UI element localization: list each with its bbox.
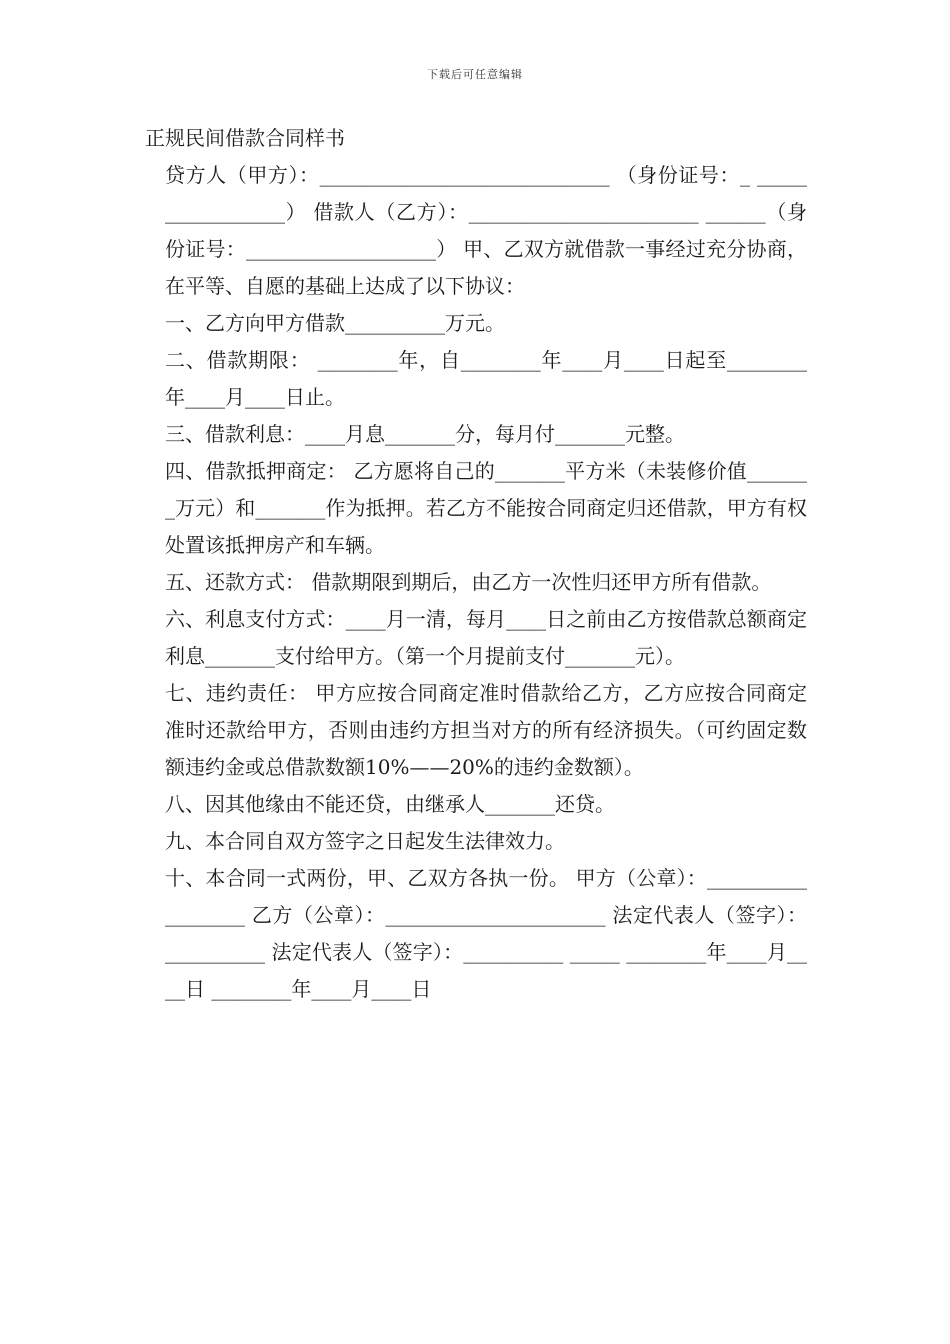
- clause-collateral: 四、借款抵押商定： 乙方愿将自己的_______平方米（未装修价值_______万元）和_______作为抵押。若乙方不能按合同商定归还借款，甲方有权处置该抵押房产和车辆。: [165, 459, 807, 557]
- paragraph-parties: 贷方人（甲方）：_____________________________ （身份证号：_ _________________） 借款人（乙方）：_______________________ ______（身份证号：___________________） 甲、乙双方就借款一事经过充分协商，在平等、自愿的基础上达成了以下协议：: [165, 163, 807, 298]
- clause-liability: 七、违约责任： 甲方应按合同商定准时借款给乙方，乙方应按合同商定准时还款给甲方，否则由违约方担当对方的所有经济损失。（可约固定数额违约金或总借款数额10%——20%的违约金数额）。: [165, 681, 807, 779]
- clause-interest: 三、借款利息：____月息_______分，每月付_______元整。: [165, 422, 685, 446]
- clause-effective: 九、本合同自双方签字之日起发生法律效力。: [165, 829, 565, 853]
- clause-repayment: 五、还款方式： 借款期限到期后，由乙方一次性归还甲方所有借款。: [165, 570, 772, 594]
- document-title: 正规民间借款合同样书: [145, 126, 345, 150]
- clause-loan-amount: 一、乙方向甲方借款__________万元。: [165, 311, 505, 335]
- header-note: 下载后可任意编辑: [427, 68, 523, 81]
- clause-loan-term: 二、借款期限： ________年，自________年____月____日起至________年____月____日止。: [165, 348, 807, 409]
- contract-document: [145, 120, 807, 1008]
- clause-inheritance: 八、因其他缘由不能还贷，由继承人_______还贷。: [165, 792, 615, 816]
- clause-copies-signatures: 十、本合同一式两份，甲、乙双方各执一份。 甲方（公章）：__________________ 乙方（公章）：______________________ 法定代表人（签字）：__________ 法定代表人（签字）：__________ _____ ________年____月____日 ________年____月____日: [165, 866, 807, 1001]
- clause-interest-payment: 六、利息支付方式：____月一清，每月____日之前由乙方按借款总额商定利息_______支付给甲方。（第一个月提前支付_______元）。: [165, 607, 807, 668]
